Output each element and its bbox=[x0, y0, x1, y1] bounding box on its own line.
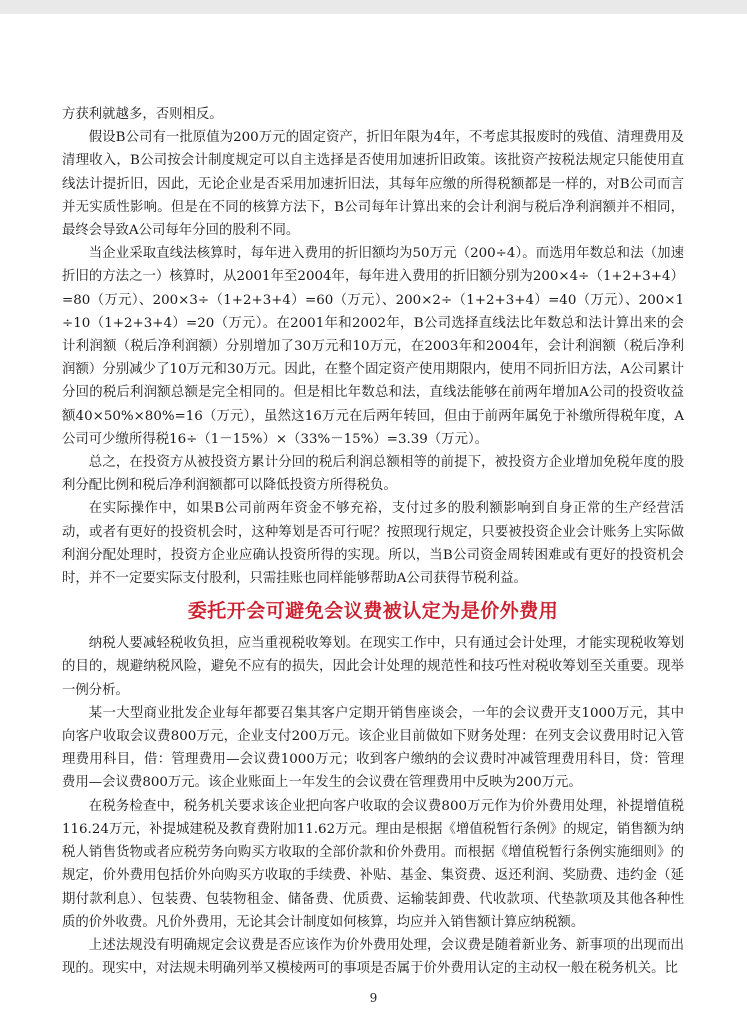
paragraph-summary: 总之，在投资方从被投资方累计分回的税后利润总额相等的前提下，被投资方企业增加免税年度的股利分配比例和税后净利润额都可以降低投资方所得税负。 bbox=[62, 455, 684, 494]
document-page bbox=[62, 103, 684, 980]
paragraph-practice: 在实际操作中，如果B公司前两年资金不够充裕，支付过多的股利额影响到自身正常的生产经营活动，或者有更好的投资机会时，这种筹划是否可行呢？按照现行规定，只要被投资企业会计账务上实际做利润分配处理时，投资方企业应确认投资所得的实现。所以，当B公司资金周转困难或有更好的投资机会时，并不一定要实际支付股利，只需挂账也同样能够帮助A公司获得节税利益。 bbox=[62, 501, 684, 587]
paragraph-continuation: 方获利就越多，否则相反。 bbox=[62, 107, 223, 122]
paragraph-regulation: 上述法规没有明确规定会议费是否应该作为价外费用处理，会议费是随着新业务、新事项的出现而出现的。现实中，对法规未明确列举又模棱两可的事项是否属于价外费用认定的主动权一般在税务机关。比 bbox=[62, 937, 684, 977]
paragraph-tax-inspection: 在税务检查中，税务机关要求该企业把向客户收取的会议费800万元作为价外费用处理，补提增值税116.24万元，补提城建税及教育费附加11.62万元。理由是根据《增值税暂行条例》的规定，销售额为纳税人销售货物或者应税劳务向购买方收取的全部价款和价外费用。而根据《增值税暂行条例实施细则》的规定，价外费用包括价外向购买方收取的手续费、补贴、基金、集资费、返还利润、奖励费、违约金（延期付款利息）、包装费、包装物租金、储备费、优质费、运输装卸费、代收款项、代垫款项及其他各种性质的价外收费。凡价外费用，无论其会计制度如何核算，均应并入销售额计算应纳税额。 bbox=[62, 798, 684, 930]
top-toolbar-band bbox=[0, 0, 747, 14]
section-heading: 委托开会可避免会议费被认定为是价外费用 bbox=[187, 600, 559, 623]
paragraph-example-b-company: 假设B公司有一批原值为200万元的固定资产，折旧年限为4年，不考虑其报废时的残值、清理费用及清理收入，B公司按会计制度规定可以自主选择是否使用加速折旧政策。该批资产按税法规定只能使用直线法计提折旧，因此，无论企业是否采用加速折旧法，其每年应缴的所得税额都是一样的，对B公司而言并无实质性影响。但是在不同的核算方法下，B公司每年计算出来的会计利润与税后净利润额并不相同，最终会导致A公司每年分回的股利不同。 bbox=[62, 130, 684, 239]
page-number: 9 bbox=[369, 991, 378, 1005]
paragraph-depreciation-calc: 当企业采取直线法核算时，每年进入费用的折旧额均为50万元（200÷4）。而选用年数总和法（加速折旧的方法之一）核算时，从2001年至2004年，每年进入费用的折旧额分别为200×4÷（1+2+3+4）=80（万元）、200×3÷（1+2+3+4）=60（万元）、200×2÷（1+2+3+4）=40（万元）、200×1÷10（1+2+3+4）=20（万元）。在2001年和2002年，B公司选择直线法比年数总和法计算出来的会计利润额（税后净利润额）分别增加了30万元和10万元，在2003年和2004年，会计利润额（税后净利润额）分别减少了10万元和30万元。因此，在整个固定资产使用期限内，使用不同折旧方法，A公司累计分回的税后利润额总额是完全相同的。但是相比年数总和法，直线法能够在前两年增加A公司的投资收益额40×50%×80%=16（万元），虽然这16万元在后两年转回，但由于前两年属免于补缴所得税年度，A公司可少缴所得税16÷（1－15%）×（33%－15%）=3.39（万元）。 bbox=[62, 246, 684, 447]
paragraph-case: 某一大型商业批发企业每年都要召集其客户定期开销售座谈会，一年的会议费开支1000万元，其中向客户收取会议费800万元，企业支付200万元。该企业目前做如下财务处理：在列支会议费用时记入管理费用科目，借：管理费用—会议费1000万元；收到客户缴纳的会议费时冲减管理费用科目，贷：管理费用—会议费800万元。该企业账面上一年发生的会议费在管理费用中反映为200万元。 bbox=[62, 705, 684, 791]
paragraph-intro: 纳税人要减轻税收负担，应当重视税收筹划。在现实工作中，只有通过会计处理，才能实现税收筹划的目的，规避纳税风险，避免不应有的损失，因此会计处理的规范性和技巧性对税收筹划至关重要。现举一例分析。 bbox=[62, 636, 684, 698]
